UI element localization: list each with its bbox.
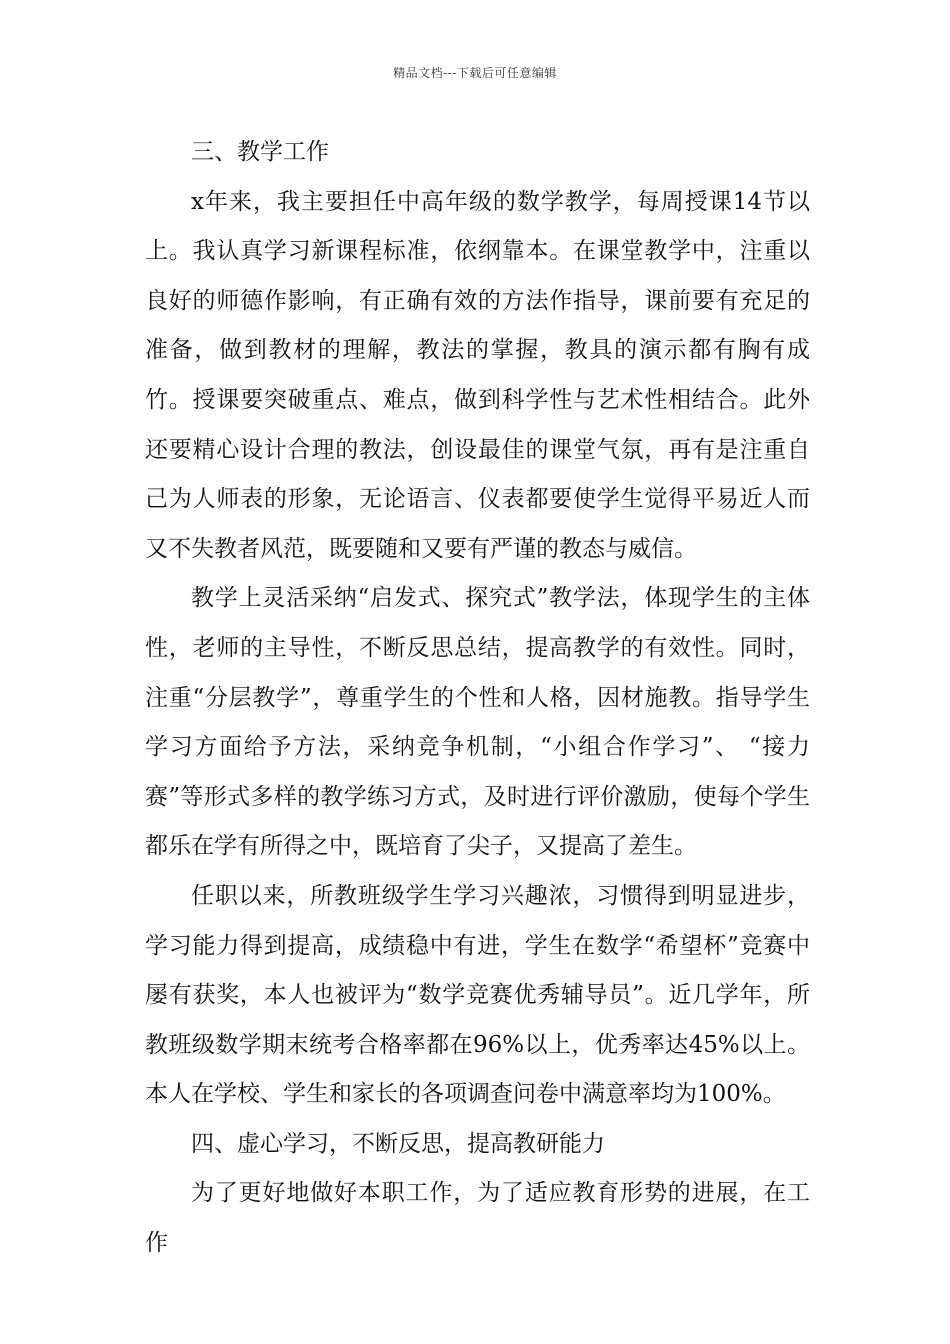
section-heading-3: 三、教学工作: [191, 139, 329, 165]
page-header: 精品文档---下载后可任意编辑: [393, 66, 557, 80]
paragraph-1: x年来，我主要担任中高年级的数学教学，每周授课14节以上。我认真学习新课程标准，依纲靠本。在课堂教学中，注重以良好的师德作影响，有正确有效的方法作指导，课前要有充足的准备，做到教材的理解，教法的掌握，教具的演示都有胸有成竹。授课要突破重点、难点，做到科学性与艺术性相结合。此外还要精心设计合理的教法，创设最佳的课堂气氛，再有是注重自己为人师表的形象，无论语言、仪表都要使学生觉得平易近人而又不失教者风范，既要随和又要有严谨的教态与威信。: [145, 188, 810, 562]
document-body: [145, 128, 810, 1269]
paragraph-2: 教学上灵活采纳“启发式、探究式”教学法，体现学生的主体性，老师的主导性，不断反思总结，提高教学的有效性。同时，注重“分层教学”，尊重学生的个性和人格，因材施教。指导学生学习方面给予方法，采纳竞争机制，“小组合作学习”、 “接力赛”等形式多样的教学练习方式，及时进行评价激励，使每个学生都乐在学有所得之中，既培育了尖子，又提高了差生。: [145, 585, 810, 860]
section-heading-4: 四、虚心学习，不断反思，提高教研能力: [191, 1130, 605, 1157]
paragraph-3: 任职以来，所教班级学生学习兴趣浓，习惯得到明显进步，学习能力得到提高，成绩稳中有进，学生在数学“希望杯”竞赛中屡有获奖，本人也被评为“数学竞赛优秀辅导员”。近几学年，所教班级数学期末统考合格率都在96%以上，优秀率达45%以上。本人在学校、学生和家长的各项调查问卷中满意率均为100%。: [145, 882, 810, 1108]
paragraph-4: 为了更好地做好本职工作，为了适应教育形势的进展，在工作: [145, 1180, 810, 1257]
